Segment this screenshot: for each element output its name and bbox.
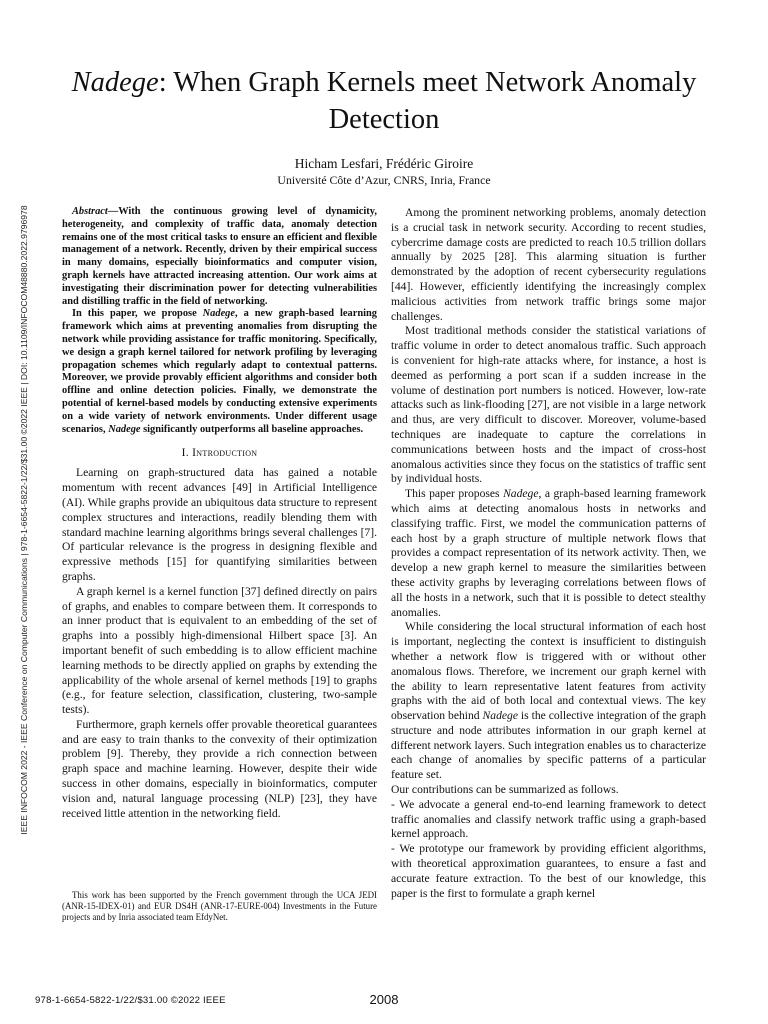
abstract-paragraph-2: In this paper, we propose Nadege, a new graph-based learning framework which aims at preventing anomalies from disrupting the network while providing assistance for traffic monitoring. Specifically, we design a graph kernel tailored for network profiling by leveraging propagation schemes which regularly adapt to contextual patterns. Moreover, we provide provably efficient algorithms and consider both offline and online detection policies. Finally, we demonstrate the potential of kernel-based models by conducting extensive experiments on a wide variety of network environments. Under different usage scenarios, Nadege significantly outperforms all baseline approaches. — [62, 308, 377, 435]
page-number: 2008 — [369, 992, 399, 1007]
footnote — [62, 890, 377, 923]
footer-isbn: 978-1-6654-5822-1/22/$31.00 ©2022 IEEE — [35, 995, 226, 1006]
right-column — [391, 206, 706, 901]
abstract-label: Abstract — [72, 206, 108, 217]
abstract — [62, 206, 377, 436]
right-paragraph-3: This paper proposes Nadege, a graph-based learning framework which aims at detecting anomalous hosts in networks and classifying traffic. First, we model the communication patterns of each host by a graph structure of multiple network flows that provides a compact representation of its network activity. Then, we develop a new graph kernel to measure the similarities between these activity graphs by leveraging correlations between flows of all the hosts in a network, such that it is possible to detect stealthy anomalies. — [391, 487, 706, 619]
section-heading-introduction: I. Introduction — [181, 446, 258, 460]
right-paragraph-1: Among the prominent networking problems, anomaly detection is a crucial task in network security. According to recent studies, cybercrime damage costs are predicted to reach 10.5 trillion dollars annually by 2025 [28]. This alarming situation is further demonstrated by the adoption of recent cybersecurity regulations [44]. However, efficiently identifying the increasingly complex malicious activities from network traffic brings some major challenges. — [391, 206, 706, 323]
contribution-1: - We advocate a general end-to-end learning framework to detect traffic anomalies and classify network traffic using a graph-based kernel approach. — [391, 797, 706, 841]
right-paragraph-5: Our contributions can be summarized as follows. — [391, 783, 619, 797]
sidebar-citation-text: IEEE INFOCOM 2022 - IEEE Conference on Computer Communications | 978-1-6654-5822-1/22/$31.00 ©2022 IEEE | DOI: 10.1109/INFOCOM48880.2022.9796978 — [19, 205, 29, 835]
affiliation: Université Côte d’Azur, CNRS, Inria, France — [277, 173, 491, 187]
right-paragraph-4: While considering the local structural information of each host is important, neglecting the context is insufficient to distinguish whether a network flow is triggered with or without other anomalous flows. Therefore, we increment our graph kernel with the ability to learn representative latent features from activity graphs with the aid of both local and contextual views. The key observation behind Nadege is the collective integration of the graph structure and node attributes information in our graph kernel at different network layers. Such integration enables us to characterize each change of anomalies by specific patterns of a particular feature set. — [391, 620, 706, 782]
right-paragraph-2: Most traditional methods consider the statistical variations of traffic volume in order to detect anomalous traffic. Such approach is convenient for high-rate attacks where, for instance, a host is deemed as performing a port scan if a sudden increase in the volume of destination port numbers is noticed. However, low-rate attacks such as link-flooding [27], are not visible in a large network and thus, are very difficult to discover. Moreover, volume-based techniques are inadequate to capture the correlations in communications between hosts and the impact of cross-host anomalous activities since they focus on the statistics of traffic sent by individual hosts. — [391, 324, 706, 486]
funding-footnote: This work has been supported by the French government through the UCA JEDI (ANR-15-IDEX-01) and EUR DS4H (ANR-17-EURE-004) Investments in the Future projects and by Inria associated team EfdyNet. — [62, 890, 377, 922]
intro-paragraph-2: A graph kernel is a kernel function [37] defined directly on pairs of graphs, and enables to compare between them. It corresponds to an inner product that is equivalent to an embedding of the set of graphs into a possibly high-dimensional Hilbert space [3]. An important benefit of such embedding is to allow efficient machine learning methods to be directly applied on graphs by extending the applicability of the whole arsenal of kernel methods [19] to graphs (e.g., for feature selection, classification, clustering, two-sample tests). — [62, 584, 377, 717]
abstract-paragraph-1: Abstract—With the continuous growing level of dynamicity, heterogeneity, and complexity of traffic data, anomaly detection remains one of the most critical tasks to ensure an efficient and flexible management of a network. Recently, driven by their empirical success in many domains, especially bioinformatics and computer vision, graph kernels have attracted increasing attention. Our work aims at investigating their discrimination power for detecting vulnerabilities and distilling traffic in the field of networking. — [62, 206, 377, 307]
authors: Hicham Lesfari, Frédéric Giroire — [294, 156, 474, 171]
sidebar-citation — [17, 160, 31, 880]
paper-title — [60, 64, 708, 138]
intro-paragraph-3: Furthermore, graph kernels offer provable theoretical guarantees and are easy to train thanks to the convexity of their optimization problem [9]. Thereby, they provide a rich connection between graph space and machine learning. However, despite their wide success in other domains, especially in bioinformatics, computer vision and, natural language processing (NLP) [23], they have received little attention in the networking field. — [62, 717, 377, 820]
intro-paragraph-1: Learning on graph-structured data has gained a notable momentum with recent advances [49] in Artificial Intelligence (AI). While graphs provide an ubiquitous data structure to represent complex structures and interactions, readily blending them with standard machine learning algorithms brings several challenges [7]. Of particular relevance is the progress in designing flexible and expressive methods [15] for quantifying similarities between graphs. — [62, 466, 377, 583]
contribution-2: - We prototype our framework by providing efficient algorithms, with theoretical approximation guarantees, to ensure a fast and accurate feature extraction. To the best of our knowledge, this paper is the first to formulate a graph kernel — [391, 842, 706, 900]
left-column — [62, 206, 377, 821]
title-rest: : When Graph Kernels meet Network Anomaly Detection — [158, 67, 697, 135]
title-name: Nadege — [71, 67, 159, 98]
